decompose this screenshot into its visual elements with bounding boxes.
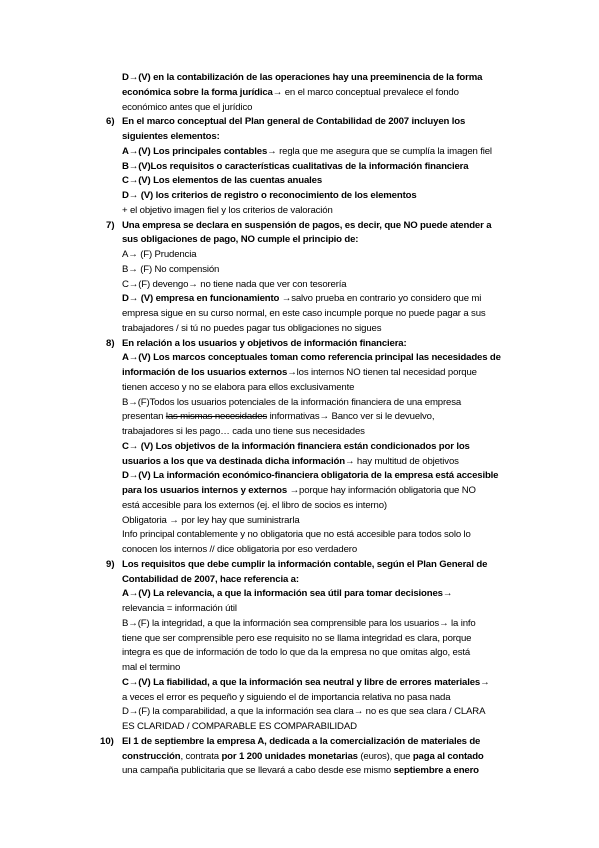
answer-line bbox=[122, 662, 180, 674]
text-segment: usuarios a los que va destinada dicha información bbox=[122, 455, 345, 467]
text-segment: → hay multitud de objetivos bbox=[344, 455, 459, 467]
text-segment: informativas→ Banco ver si le devuelvo, bbox=[267, 411, 435, 423]
text-segment: las mismas necesidades bbox=[165, 411, 268, 423]
answer-line bbox=[122, 426, 365, 438]
answer-line bbox=[122, 382, 354, 394]
question-number: 9) bbox=[106, 558, 115, 570]
answer-line bbox=[122, 500, 387, 512]
answer-line bbox=[122, 515, 300, 527]
question-text bbox=[122, 736, 480, 748]
question-number: 6) bbox=[106, 116, 115, 128]
answer-line bbox=[122, 308, 486, 320]
text-segment: D→ (V) empresa en funcionamiento bbox=[122, 293, 280, 305]
text-segment: (euros), que bbox=[357, 750, 413, 762]
text-segment: por 1 200 unidades monetarias bbox=[221, 750, 358, 762]
text-segment: sus obligaciones de pago, NO cumple el principio de: bbox=[122, 234, 359, 246]
text-segment: B→(V)Los requisitos o características cualitativas de la información financiera bbox=[122, 160, 469, 172]
text-segment: En el marco conceptual del Plan general de Contabilidad de 2007 incluyen los bbox=[122, 116, 466, 128]
answer-line bbox=[122, 87, 459, 99]
answer-line bbox=[122, 72, 482, 84]
text-segment: una campaña publicitaria que se llevará a cabo desde ese mismo bbox=[122, 765, 394, 777]
text-segment: A→(V) La relevancia, a que la información sea útil para tomar decisiones bbox=[122, 588, 443, 600]
text-segment: B→(F)Todos los usuarios potenciales de la información financiera de una empresa bbox=[122, 396, 462, 408]
answer-line bbox=[122, 677, 490, 689]
text-segment: información de los usuarios externos bbox=[122, 367, 288, 378]
text-segment: C→ (V) Los objetivos de la información financiera están condicionados por los bbox=[122, 440, 470, 452]
question-text bbox=[122, 116, 465, 128]
answer-line bbox=[122, 647, 470, 659]
text-segment: a veces el error es pequeño y siguiendo el de importancia relativa no pasa nada bbox=[122, 691, 451, 703]
answer-line bbox=[122, 205, 333, 217]
answer-line bbox=[122, 175, 322, 187]
answer-line bbox=[122, 146, 492, 158]
text-segment: conocen los internos // dice obligatoria por eso verdadero bbox=[122, 544, 358, 555]
text-segment: D→ (V) los criterios de registro o reconocimiento de los elementos bbox=[122, 190, 417, 201]
text-segment: Obligatoria → por ley hay que suministrarla bbox=[122, 514, 300, 526]
text-segment: construcción bbox=[122, 750, 181, 762]
answer-line bbox=[122, 323, 381, 335]
text-segment: relevancia = información útil bbox=[122, 603, 237, 614]
text-segment: mal el termino bbox=[122, 662, 181, 673]
text-segment: A→ (F) Prudencia bbox=[122, 249, 197, 260]
answer-line bbox=[122, 470, 498, 482]
question-number: 7) bbox=[106, 219, 115, 231]
text-segment: →los internos NO tienen tal necesidad porque bbox=[287, 367, 477, 378]
text-segment: empresa sigue en su curso normal, en este caso incumple porque no puede pagar a sus bbox=[122, 308, 486, 319]
text-segment: , contrata bbox=[180, 750, 222, 762]
answer-line bbox=[122, 765, 479, 777]
answer-line bbox=[122, 603, 237, 615]
text-segment: B→(F) la integridad, a que la información sea comprensible para los usuarios→ la info bbox=[122, 617, 476, 629]
answer-line bbox=[122, 102, 252, 114]
text-segment: Contabilidad de 2007, hace referencia a: bbox=[122, 573, 299, 585]
question-text bbox=[122, 559, 487, 571]
answer-line bbox=[122, 352, 501, 364]
answer-line bbox=[122, 588, 452, 600]
text-segment: Una empresa se declara en suspensión de pagos, es decir, que NO puede atender a bbox=[122, 219, 492, 231]
text-segment: Info principal contablemente y no obligatoria que no está accesible para todos solo lo bbox=[122, 529, 471, 541]
answer-line bbox=[122, 633, 471, 645]
answer-line bbox=[122, 544, 357, 556]
answer-line bbox=[122, 264, 219, 276]
answer-line bbox=[122, 721, 357, 733]
answer-line bbox=[122, 574, 299, 586]
text-segment: presentan bbox=[122, 411, 166, 423]
text-segment: D→(V) La información económico-financiera obligatoria de la empresa está accesible bbox=[122, 470, 499, 482]
answer-line bbox=[122, 456, 459, 468]
text-segment: económico antes que el jurídico bbox=[122, 101, 253, 113]
text-segment: trabajadores si les pago… cada uno tiene sus necesidades bbox=[122, 426, 365, 437]
text-segment: trabajadores / si tú no puedes pagar tus obligaciones no sigues bbox=[122, 322, 382, 334]
question-text bbox=[122, 338, 407, 350]
answer-line bbox=[122, 161, 468, 173]
text-segment: C→(V) Los elementos de las cuentas anuales bbox=[122, 175, 323, 187]
answer-line bbox=[122, 411, 434, 423]
text-segment: paga al contado bbox=[412, 750, 484, 762]
text-segment: En relación a los usuarios y objetivos de información financiera: bbox=[122, 337, 407, 349]
text-segment: ES CLARIDAD / COMPARABLE ES COMPARABILIDAD bbox=[122, 721, 357, 732]
text-segment: →salvo prueba en contrario yo considero que mi bbox=[279, 293, 482, 305]
answer-line bbox=[122, 131, 220, 143]
text-segment: está accesible para los externos (ej. el libro de socios es interno) bbox=[122, 499, 387, 511]
text-segment: → en el marco conceptual prevalece el fondo bbox=[272, 86, 459, 98]
answer-line bbox=[122, 751, 484, 763]
answer-line bbox=[122, 367, 477, 379]
text-segment: septiembre a enero bbox=[393, 765, 479, 777]
text-segment: D→(F) la comparabilidad, a que la información sea clara→ no es que sea clara / CLARA bbox=[122, 706, 486, 718]
text-segment: + el objetivo imagen fiel y los criterios de valoración bbox=[122, 204, 333, 216]
answer-line bbox=[122, 706, 485, 718]
text-segment: económica sobre la forma jurídica bbox=[122, 86, 273, 98]
text-segment: para los usuarios internos y externos bbox=[122, 485, 288, 496]
text-segment: tienen acceso y no se elabora para ellos exclusivamente bbox=[122, 381, 355, 393]
text-segment: B→ (F) No compensión bbox=[122, 263, 220, 275]
text-segment: Los requisitos que debe cumplir la información contable, según el Plan General de bbox=[122, 558, 488, 570]
text-segment: integra es que de información de todo lo que da la empresa no que omitas algo, está bbox=[122, 647, 471, 659]
question-text bbox=[122, 220, 491, 232]
text-segment: El 1 de septiembre la empresa A, dedicada a la comercialización de materiales de bbox=[122, 735, 481, 747]
text-segment: D→(V) en la contabilización de las operaciones hay una preeminencia de la forma bbox=[122, 72, 483, 83]
text-segment: siguientes elementos: bbox=[122, 131, 220, 142]
answer-line bbox=[122, 618, 476, 630]
answer-line bbox=[122, 190, 417, 202]
text-segment: → bbox=[480, 676, 490, 688]
text-segment: → regla que me asegura que se cumplía la imagen fiel bbox=[267, 145, 492, 157]
text-segment: A→(V) Los principales contables bbox=[122, 145, 268, 157]
answer-line bbox=[122, 692, 450, 704]
answer-line bbox=[122, 485, 476, 497]
answer-line bbox=[122, 279, 346, 291]
text-segment: C→(F) devengo→ no tiene nada que ver con tesorería bbox=[122, 278, 347, 290]
answer-line bbox=[122, 249, 196, 261]
question-number: 10) bbox=[100, 735, 114, 747]
question-number: 8) bbox=[106, 337, 115, 349]
text-segment: →porque hay información obligatoria que NO bbox=[287, 485, 476, 496]
answer-line bbox=[122, 529, 471, 541]
answer-line bbox=[122, 293, 481, 305]
answer-line bbox=[122, 397, 461, 409]
text-segment: → bbox=[442, 588, 453, 600]
text-segment: A→(V) Los marcos conceptuales toman como referencia principal las necesidades de bbox=[122, 352, 501, 364]
text-segment: C→(V) La fiabilidad, a que la información sea neutral y libre de errores materiales bbox=[122, 676, 481, 688]
answer-line bbox=[122, 441, 470, 453]
text-segment: tiene que ser comprensible pero ese requisito no se llama integridad es clara, porque bbox=[122, 632, 472, 644]
answer-line bbox=[122, 234, 358, 246]
